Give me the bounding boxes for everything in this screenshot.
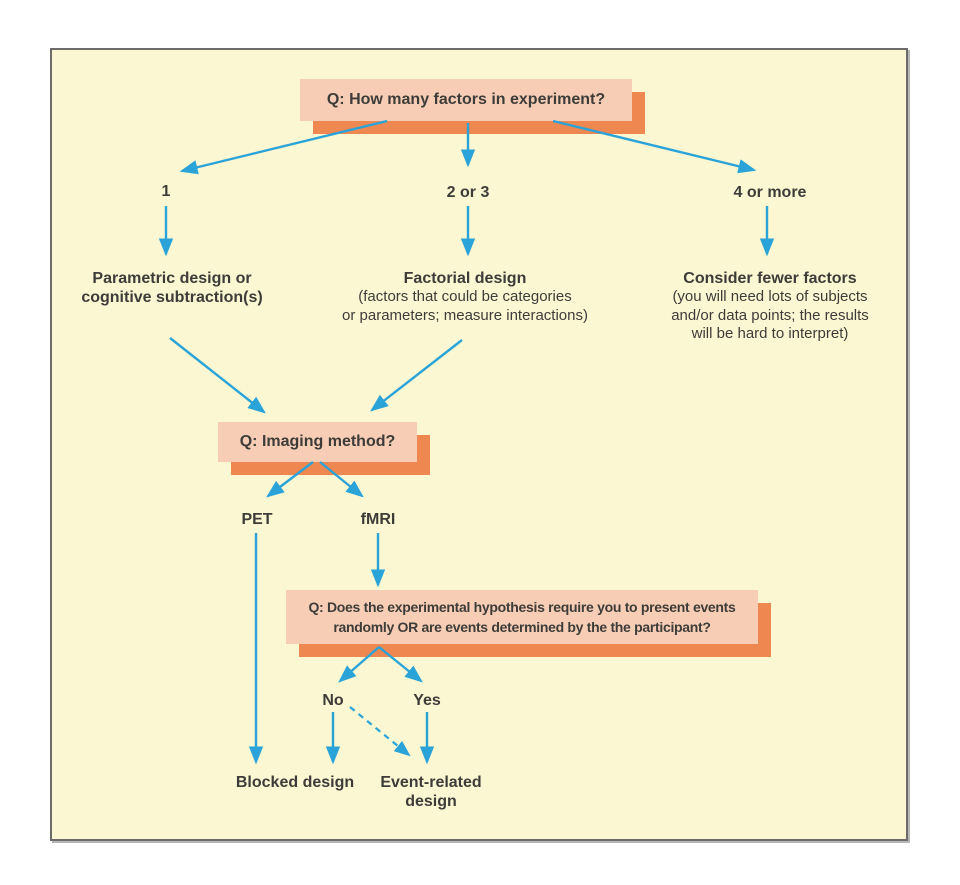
question-box-factors [300,79,632,121]
question-box-imaging-method [218,422,417,462]
branch-label-pet: PET [241,511,273,528]
branch-label-fmri: fMRI [360,511,396,528]
outcome-consider-title: Consider fewer factors [683,270,857,287]
outcome-factorial-design [342,269,588,325]
outcome-factorial-title: Factorial design [403,270,527,287]
question-box-factors-label: Q: How many factors in experiment? [326,91,606,108]
branch-label-no: No [322,692,344,709]
question-box-event-presentation-line1: Q: Does the experimental hypothesis require you to present events [308,599,736,615]
branch-label-1: 1 [161,183,171,200]
outcome-consider-note-line1: (you will need lots of subjects [672,288,868,305]
outcome-consider-fewer-factors [671,269,869,344]
outcome-event-related-line2: design [405,793,457,810]
figure-panel [50,48,908,841]
branch-label-yes: Yes [413,692,441,709]
outcome-factorial-note-line1: (factors that could be categories [358,288,572,305]
outcome-blocked-design: Blocked design [235,774,355,791]
outcome-event-related-line1: Event-related [380,774,482,791]
outcome-event-related-design [380,773,481,811]
branch-label-2-or-3: 2 or 3 [446,184,490,201]
question-box-event-presentation-line2: randomly OR are events determined by the the participant? [333,619,711,635]
outcome-consider-note-line2: and/or data points; the results [671,306,869,324]
outcome-parametric-line1: Parametric design or [92,270,252,287]
outcome-consider-note-line3: will be hard to interpret) [691,325,849,342]
branch-label-4-or-more: 4 or more [733,184,807,201]
question-box-imaging-method-label: Q: Imaging method? [239,433,396,450]
outcome-parametric-line2: cognitive subtraction(s) [81,289,263,306]
outcome-parametric-design [81,269,262,307]
question-box-event-presentation [286,590,758,644]
outcome-factorial-note-line2: or parameters; measure interactions) [342,306,588,324]
